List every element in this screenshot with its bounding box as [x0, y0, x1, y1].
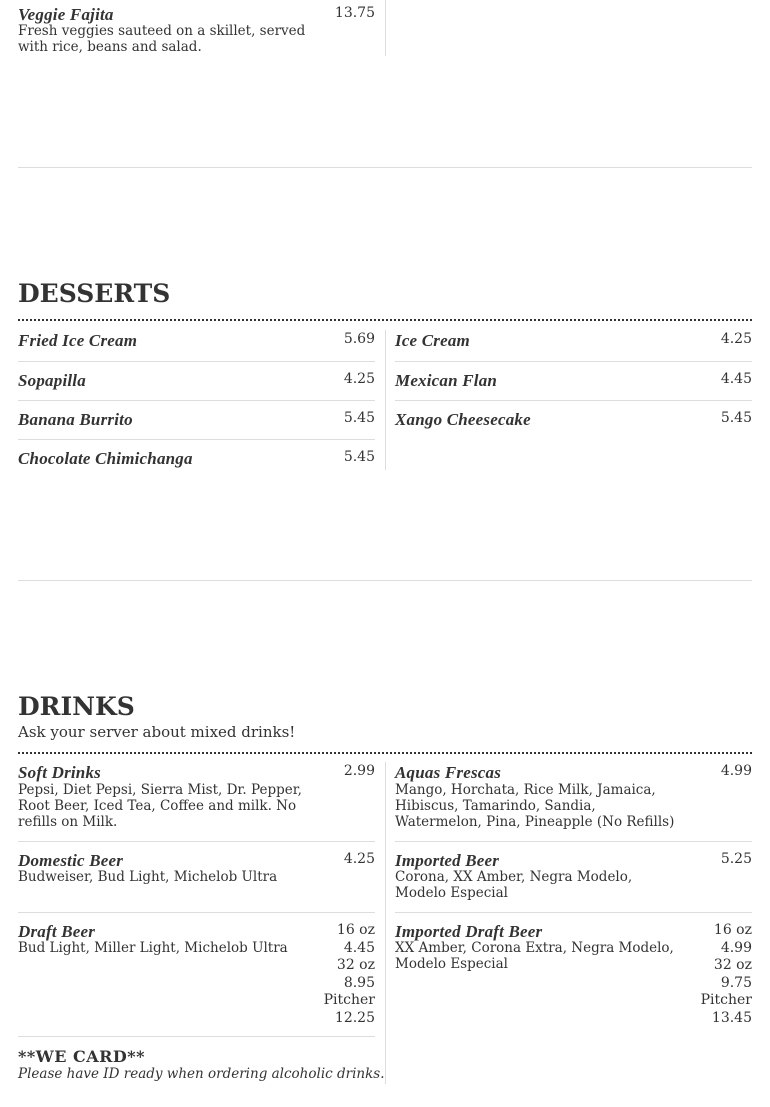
- column-divider: [385, 762, 386, 1084]
- menu-item-xango-cheesecake: [395, 410, 752, 432]
- menu-item-draft-beer: [18, 922, 375, 1028]
- item-price: 13.75: [334, 5, 375, 21]
- item-price: 5.45: [343, 410, 375, 426]
- size-label: 32 oz: [713, 957, 752, 973]
- item-name: Draft Beer: [18, 922, 96, 941]
- price-list: [324, 922, 375, 1027]
- we-card-note: Please have ID ready when ordering alcoholic drinks.: [18, 1066, 385, 1082]
- section-title-drinks: DRINKS: [18, 692, 135, 721]
- item-name: Ice Cream: [395, 331, 470, 350]
- item-separator: [18, 361, 375, 362]
- item-name: Fried Ice Cream: [18, 331, 138, 350]
- dotted-rule: [18, 752, 752, 754]
- item-description: Bud Light, Miller Light, Michelob Ultra: [18, 940, 288, 956]
- item-description: Budweiser, Bud Light, Michelob Ultra: [18, 869, 278, 885]
- item-separator: [18, 1036, 375, 1037]
- size-label: Pitcher: [323, 992, 375, 1008]
- item-separator: [395, 400, 752, 401]
- item-separator: [18, 400, 375, 401]
- item-price: 5.45: [720, 410, 752, 426]
- menu-item-sopapilla: [18, 371, 375, 393]
- menu-item-domestic-beer: [18, 851, 375, 891]
- item-name: Chocolate Chimichanga: [18, 449, 193, 468]
- item-price: 5.69: [343, 331, 375, 347]
- column-divider: [385, 0, 386, 56]
- item-price: 4.25: [343, 851, 375, 867]
- item-price: 4.45: [343, 939, 375, 956]
- menu-item-soft-drinks: [18, 763, 375, 833]
- item-name: Domestic Beer: [18, 851, 124, 870]
- item-separator: [18, 912, 375, 913]
- item-name: Banana Burrito: [18, 410, 133, 429]
- item-price: 13.45: [711, 1009, 752, 1026]
- menu-item-imported-draft-beer: [395, 922, 752, 1028]
- section-title-desserts: DESSERTS: [18, 279, 171, 308]
- item-price: 4.99: [720, 763, 752, 779]
- item-price: 12.25: [334, 1009, 375, 1026]
- menu-item-chocolate-chimichanga: [18, 449, 375, 471]
- item-name: Xango Cheesecake: [395, 410, 531, 429]
- item-description: Mango, Horchata, Rice Milk, Jamaica, Hibiscus, Tamarindo, Sandia, Watermelon, Pina, Pineapple (No Refills): [395, 782, 675, 830]
- item-price: 9.75: [720, 974, 752, 991]
- item-name: Mexican Flan: [395, 371, 498, 390]
- item-name: Veggie Fajita: [18, 5, 114, 24]
- item-separator: [18, 841, 375, 842]
- item-price: 4.25: [720, 331, 752, 347]
- we-card-heading: **WE CARD**: [18, 1047, 146, 1066]
- item-price: 8.95: [343, 974, 375, 991]
- dotted-rule: [18, 319, 752, 321]
- size-label: 16 oz: [336, 922, 375, 938]
- menu-item-veggie-fajita: [18, 5, 375, 57]
- item-separator: [18, 439, 375, 440]
- item-description: Corona, XX Amber, Negra Modelo, Modelo Especial: [395, 869, 633, 901]
- item-price: 4.99: [720, 939, 752, 956]
- item-name: Imported Draft Beer: [395, 922, 543, 941]
- size-label: 32 oz: [336, 957, 375, 973]
- item-price: 4.25: [343, 371, 375, 387]
- menu-item-fried-ice-cream: [18, 331, 375, 353]
- item-price: 4.45: [720, 371, 752, 387]
- menu-item-aquas-frescas: [395, 763, 752, 833]
- item-name: Aquas Frescas: [395, 763, 502, 782]
- size-label: Pitcher: [700, 992, 752, 1008]
- menu-item-imported-beer: [395, 851, 752, 903]
- item-name: Imported Beer: [395, 851, 500, 870]
- item-description: Pepsi, Diet Pepsi, Sierra Mist, Dr. Pepper, Root Beer, Iced Tea, Coffee and milk. No refills on Milk.: [18, 782, 302, 830]
- item-price: 5.45: [343, 449, 375, 465]
- menu-item-mexican-flan: [395, 371, 752, 393]
- section-subtitle: Ask your server about mixed drinks!: [18, 723, 296, 741]
- item-separator: [395, 841, 752, 842]
- item-price: 2.99: [343, 763, 375, 779]
- item-name: Sopapilla: [18, 371, 86, 390]
- item-description: Fresh veggies sauteed on a skillet, served with rice, beans and salad.: [18, 23, 306, 55]
- size-label: 16 oz: [713, 922, 752, 938]
- item-separator: [395, 361, 752, 362]
- item-name: Soft Drinks: [18, 763, 101, 782]
- item-description: XX Amber, Corona Extra, Negra Modelo, Modelo Especial: [395, 940, 674, 972]
- price-list: [701, 922, 752, 1027]
- item-price: 5.25: [720, 851, 752, 867]
- column-divider: [385, 330, 386, 470]
- menu-item-ice-cream: [395, 331, 752, 353]
- section-divider: [18, 580, 752, 581]
- menu-item-banana-burrito: [18, 410, 375, 432]
- section-divider: [18, 167, 752, 168]
- item-separator: [395, 912, 752, 913]
